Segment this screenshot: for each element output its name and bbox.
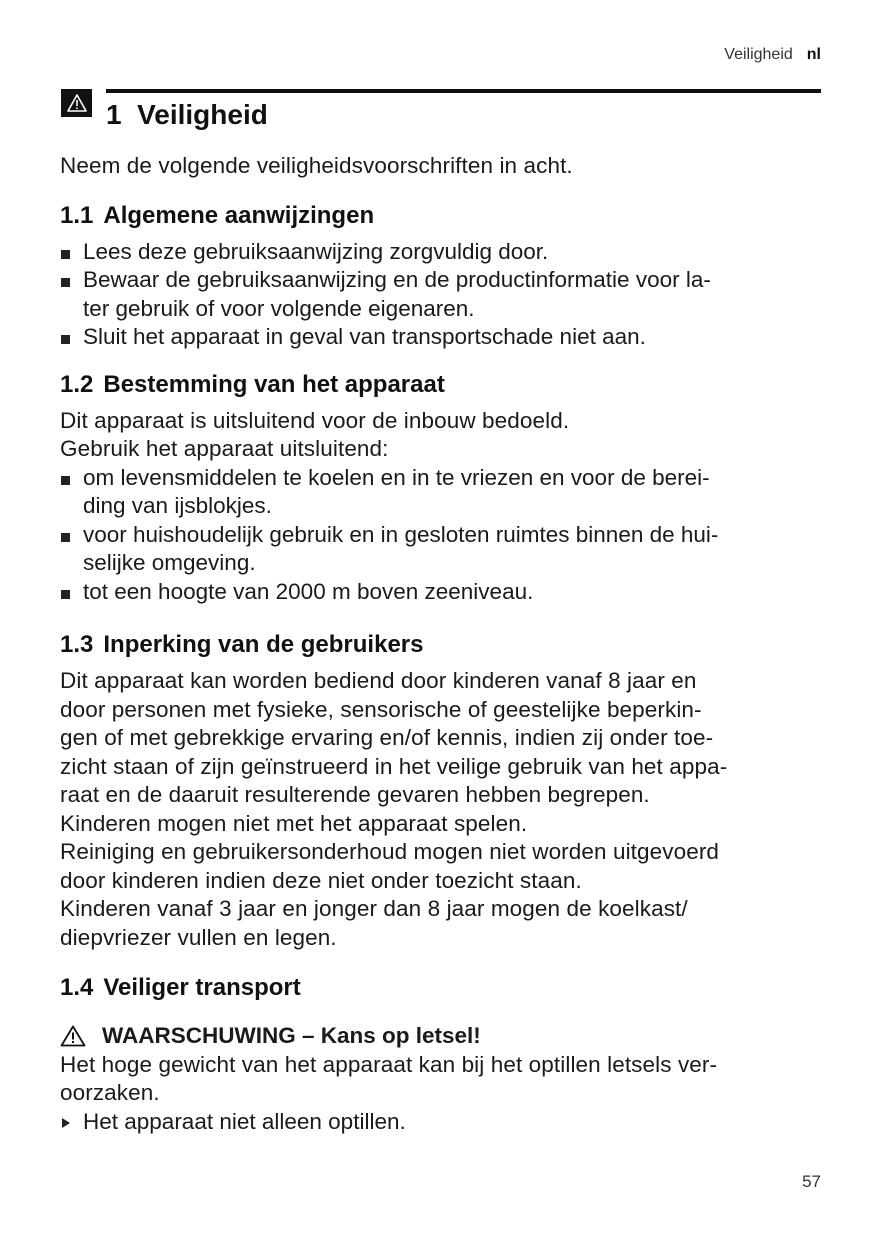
action-step: Het apparaat niet alleen optillen. [60,1108,822,1137]
general-instructions-list [60,238,822,352]
list-item: Lees deze gebruiksaanwijzing zorgvuldig door. [60,238,822,267]
page-content [60,152,822,1136]
section-title: Veiliger transport [103,974,301,1001]
paragraph: Reiniging en gebruikersonderhoud mogen niet worden uitgevoerd door kinderen indien deze niet onder toezicht staan. [60,839,720,893]
list-item: voor huishoudelijk gebruik en in gesloten ruimtes binnen de hui- selijke omgeving. [60,521,822,578]
section-heading-1-4 [60,974,822,1002]
list-item: Sluit het apparaat in geval van transportschade niet aan. [60,323,822,352]
list-item: Bewaar de gebruiksaanwijzing en de productinformatie voor la- ter gebruik of voor volgende eigenaren. [60,266,822,323]
paragraph: Gebruik het apparaat uitsluitend: [60,436,389,461]
list-item: tot een hoogte van 2000 m boven zeeniveau. [60,578,822,607]
paragraph: Kinderen vanaf 3 jaar en jonger dan 8 jaar mogen de koelkast/ diepvriezer vullen en legen. [60,896,688,950]
page-number: 57 [802,1172,821,1191]
section-number: 1.4 [60,974,94,1001]
section-number: 1.3 [60,631,94,658]
running-header [724,46,821,64]
chapter-number: 1 [106,99,122,130]
warning-triangle-icon [60,1025,86,1047]
section-title: Inperking van de gebruikers [103,631,424,658]
chapter-rule [106,89,821,93]
warning-icon [61,89,92,117]
section-number: 1.2 [60,370,94,398]
section-heading-1-3 [60,631,822,659]
header-language: nl [806,46,821,63]
warning-heading [60,1022,822,1051]
section-title: Algemene aanwijzingen [103,201,375,229]
paragraph: Dit apparaat is uitsluitend voor de inbouw bedoeld. [60,407,570,433]
section-title: Bestemming van het apparaat [103,370,445,398]
list-item: om levensmiddelen te koelen en in te vriezen en voor de berei- ding van ijsblokjes. [60,464,822,521]
chapter-title-text: Veiligheid [137,99,268,130]
paragraph: Kinderen mogen niet met het apparaat spelen. [60,810,528,836]
warning-title: WAARSCHUWING – Kans op letsel! [102,1023,481,1048]
chapter-title [106,99,268,131]
chapter-intro: Neem de volgende veiligheidsvoorschriften in acht. [60,153,573,178]
header-section: Veiligheid [724,46,793,63]
action-list [60,1108,822,1137]
warning-text: Het hoge gewicht van het apparaat kan bij het optillen letsels ver- oorzaken. [60,1051,718,1105]
paragraph: Dit apparaat kan worden bediend door kinderen vanaf 8 jaar en door personen met fysieke, sensorische of geestelijke beperkin- gen of met gebrekkige ervaring en/of kennis, indien zij onder toe- zicht staan of zijn geïnstrueerd in het veilige gebruik van het appa- raat en de daaruit resulterende gevaren hebben begrepen. [60,668,728,807]
intended-use-list [60,464,822,607]
section-number: 1.1 [60,201,94,229]
section-heading-1-2 [60,371,822,399]
section-heading-1-1 [60,202,822,230]
